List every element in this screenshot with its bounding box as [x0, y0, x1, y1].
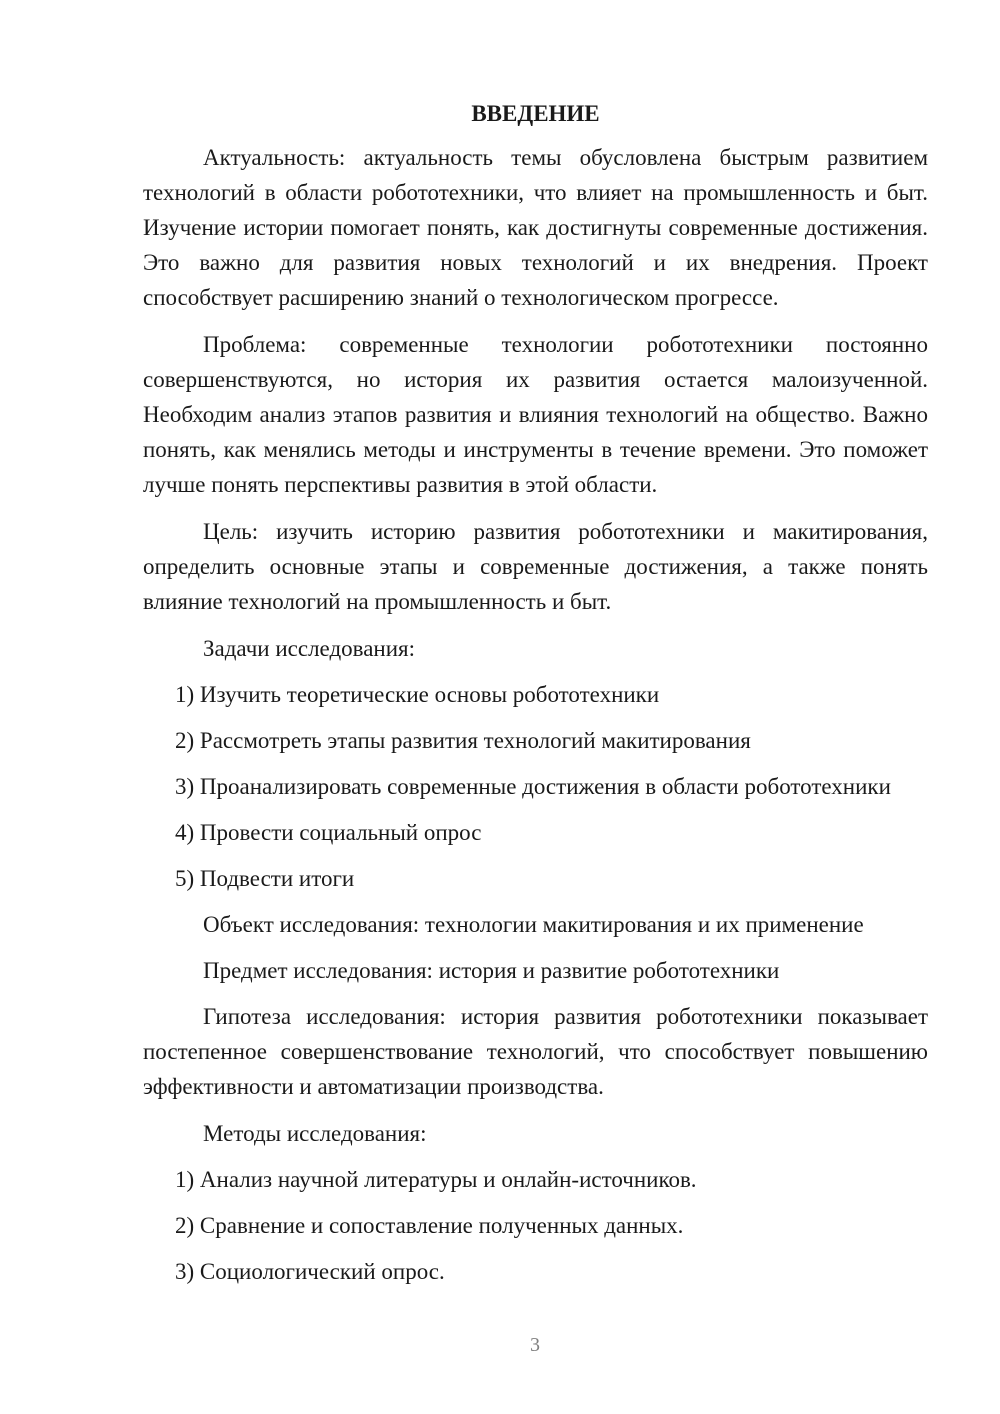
method-item: 1) Анализ научной литературы и онлайн-источников. — [175, 1167, 697, 1192]
hypothesis-paragraph: Гипотеза исследования: история развития робототехники показывает постепенное совершенствование технологий, что способствует повышению эффективности и автоматизации производства. — [143, 1004, 928, 1099]
task-item: 5) Подвести итоги — [175, 866, 355, 891]
tasks-list — [143, 677, 928, 896]
page-number: 3 — [530, 1334, 540, 1356]
research-object: Объект исследования: технологии макитирования и их применение — [203, 912, 864, 937]
relevance-paragraph: Актуальность: актуальность темы обусловлена быстрым развитием технологий в области робототехники, что влияет на промышленность и быт. Изучение истории помогает понять, как достигнуты современные достижения. Это важно для развития новых технологий и их внедрения. Проект способствует расширению знаний о технологическом прогрессе. — [143, 145, 928, 310]
page-title: ВВЕДЕНИЕ — [471, 101, 600, 126]
method-item: 3) Социологический опрос. — [175, 1259, 445, 1284]
task-item: 4) Провести социальный опрос — [175, 820, 482, 845]
tasks-title: Задачи исследования: — [203, 636, 416, 661]
research-subject: Предмет исследования: история и развитие робототехники — [203, 958, 780, 983]
task-item: 2) Рассмотреть этапы развития технологий макитирования — [175, 728, 751, 753]
methods-list — [143, 1162, 928, 1289]
task-item: 1) Изучить теоретические основы робототехники — [175, 682, 660, 707]
goal-paragraph: Цель: изучить историю развития робототехники и макитирования, определить основные этапы и современные достижения, а также понять влияние технологий на промышленность и быт. — [143, 519, 928, 614]
method-item: 2) Сравнение и сопоставление полученных данных. — [175, 1213, 684, 1238]
methods-title: Методы исследования: — [203, 1121, 427, 1146]
document-page — [143, 96, 928, 1300]
task-item: 3) Проанализировать современные достижения в области робототехники — [175, 774, 891, 799]
problem-paragraph: Проблема: современные технологии робототехники постоянно совершенствуются, но история их развития остается малоизученной. Необходим анализ этапов развития и влияния технологий на общество. Важно понять, как менялись методы и инструменты в течение времени. Это поможет лучше понять перспективы развития в этой области. — [143, 332, 928, 497]
